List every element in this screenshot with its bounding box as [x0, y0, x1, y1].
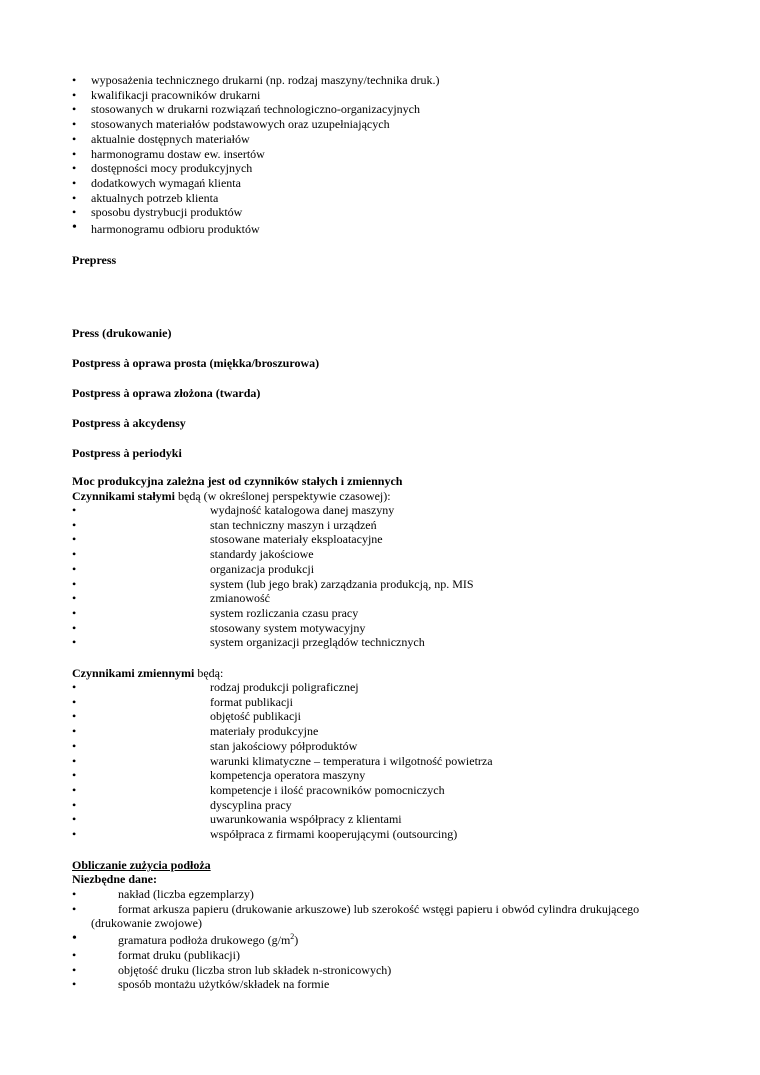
list-item-text: współpraca z firmami kooperującymi (outsourcing)	[210, 827, 458, 842]
heading-postpress-soft: Postpress à oprawa prosta (miękka/broszurowa)	[72, 356, 320, 370]
list-item-text: stan jakościowy półproduktów	[210, 738, 358, 753]
list-item	[0, 73, 760, 88]
bullet-icon: •	[72, 768, 77, 783]
bullet-icon: •	[72, 931, 77, 947]
list-item	[0, 147, 760, 162]
list-item-text: aktualnych potrzeb klienta	[91, 190, 219, 205]
factors-list	[0, 73, 760, 237]
list-item	[0, 532, 760, 547]
bullet-icon: •	[72, 205, 77, 220]
list-item	[0, 222, 760, 237]
list-item	[0, 695, 760, 710]
bullet-icon: •	[72, 87, 77, 102]
heading-obliczanie: Obliczanie zużycia podłoża	[72, 858, 211, 872]
bullet-icon: •	[72, 680, 77, 694]
list-item-text: aktualnie dostępnych materiałów	[91, 131, 250, 146]
bullet-icon: •	[72, 797, 77, 812]
bullet-icon: •	[72, 605, 77, 620]
list-item-text: system rozliczania czasu pracy	[210, 605, 359, 620]
superscript-2: 2	[290, 932, 295, 942]
bullet-icon: •	[72, 561, 77, 576]
heading-czynniki-zmienne	[72, 666, 223, 681]
list-item	[0, 176, 760, 191]
gramatura-text: gramatura podłoża drukowego (g/m	[118, 933, 291, 948]
list-item-text: kompetencja operatora maszyny	[210, 768, 366, 783]
list-item-text: format publikacji	[210, 694, 293, 709]
bullet-icon: •	[72, 694, 77, 709]
list-item	[0, 547, 760, 562]
czynniki-zmienne-bold: Czynnikami zmiennymi	[72, 666, 195, 680]
list-item	[0, 739, 760, 754]
bullet-icon: •	[72, 591, 77, 606]
heading-press: Press (drukowanie)	[72, 326, 172, 340]
list-item-text: system (lub jego brak) zarządzania produkcją, np. MIS	[210, 576, 474, 591]
list-item	[0, 977, 760, 992]
list-item	[0, 577, 760, 592]
bullet-icon: •	[72, 102, 77, 117]
list-item-text: stan techniczny maszyn i urządzeń	[210, 517, 377, 532]
list-item	[0, 812, 760, 827]
bullet-icon: •	[72, 517, 77, 532]
list-item	[0, 591, 760, 606]
bullet-icon: •	[72, 635, 77, 650]
bullet-icon: •	[72, 547, 77, 562]
required-data-list	[0, 887, 760, 992]
list-item	[0, 827, 760, 842]
variable-factors-list	[0, 680, 760, 842]
list-item	[0, 161, 760, 176]
bullet-icon: •	[72, 190, 77, 205]
bullet-icon: •	[72, 782, 77, 797]
list-item	[0, 963, 760, 978]
list-item-text: organizacja produkcji	[210, 561, 315, 576]
bullet-icon: •	[72, 709, 77, 724]
bullet-icon: •	[72, 131, 77, 146]
czynniki-stale-bold: Czynnikami stałymi	[72, 489, 176, 503]
list-item-text: objętość publikacji	[210, 709, 301, 724]
list-item	[0, 503, 760, 518]
list-item-text: sposób montażu użytków/składek na formie	[118, 977, 330, 992]
heading-prepress: Prepress	[72, 253, 117, 267]
list-item	[0, 191, 760, 206]
list-item	[0, 709, 760, 724]
list-item	[0, 88, 760, 103]
list-item-text: sposobu dystrybucji produktów	[91, 205, 243, 220]
list-item-text: system organizacji przeglądów technicznych	[210, 635, 425, 650]
bullet-icon: •	[72, 117, 77, 132]
list-item-text: dostępności mocy produkcyjnych	[91, 161, 253, 176]
list-item	[0, 621, 760, 636]
list-item	[0, 768, 760, 783]
list-item	[0, 933, 760, 948]
list-item	[0, 887, 760, 902]
list-item-text: uwarunkowania współpracy z klientami	[210, 812, 402, 827]
list-item	[0, 798, 760, 813]
list-item	[0, 518, 760, 533]
bullet-icon: •	[72, 503, 77, 517]
list-item-line-1: format arkusza papieru (drukowanie arkuszowe) lub szerokość wstęgi papieru i obwód cylindra drukującego	[118, 901, 640, 916]
list-item-text: format druku (publikacji)	[118, 947, 240, 962]
list-item-text: wyposażenia technicznego drukarni (np. rodzaj maszyny/technika druk.)	[91, 73, 440, 87]
list-item-text: kompetencje i ilość pracowników pomocniczych	[210, 782, 445, 797]
bullet-icon: •	[72, 962, 77, 977]
bullet-icon: •	[72, 887, 77, 901]
list-item-text	[0, 933, 760, 948]
bullet-icon: •	[72, 175, 77, 190]
bullet-icon: •	[72, 220, 77, 236]
bullet-icon: •	[72, 532, 77, 547]
bullet-icon: •	[72, 620, 77, 635]
list-item-text: zmianowość	[210, 591, 270, 606]
heading-czynniki-stale	[72, 489, 391, 504]
list-item-text: rodzaj produkcji poligraficznej	[210, 680, 359, 694]
list-item-text: nakład (liczba egzemplarzy)	[118, 887, 254, 901]
list-item-text: dodatkowych wymagań klienta	[91, 175, 241, 190]
bullet-icon: •	[72, 73, 77, 87]
list-item	[0, 948, 760, 963]
list-item	[0, 205, 760, 220]
bullet-icon: •	[72, 901, 77, 916]
czynniki-stale-rest: będą (w określonej perspektywie czasowej):	[175, 489, 391, 503]
list-item	[0, 754, 760, 769]
bullet-icon: •	[72, 753, 77, 768]
list-item-text: warunki klimatyczne – temperatura i wilgotność powietrza	[210, 753, 493, 768]
heading-niezbedne-dane: Niezbędne dane:	[72, 872, 157, 886]
list-item	[0, 783, 760, 798]
fixed-factors-list	[0, 503, 760, 650]
list-item	[0, 132, 760, 147]
bullet-icon: •	[72, 146, 77, 161]
heading-postpress-hard: Postpress à oprawa złożona (twarda)	[72, 386, 261, 400]
heading-postpress-akcydensy: Postpress à akcydensy	[72, 416, 186, 430]
bullet-icon: •	[72, 947, 77, 962]
list-item-text: stosowane materiały eksploatacyjne	[210, 532, 383, 547]
list-item-text: stosowanych materiałów podstawowych oraz uzupełniających	[91, 117, 390, 132]
bullet-icon: •	[72, 977, 77, 992]
list-item-text: harmonogramu dostaw ew. insertów	[91, 146, 265, 161]
bullet-icon: •	[72, 161, 77, 176]
bullet-icon: •	[72, 724, 77, 739]
list-item-text: kwalifikacji pracowników drukarni	[91, 87, 261, 102]
bullet-icon: •	[72, 576, 77, 591]
gramatura-close: )	[294, 933, 299, 948]
list-item-text: standardy jakościowe	[210, 547, 314, 562]
list-item-line-2: (drukowanie zwojowe)	[91, 916, 202, 931]
list-item-text: stosowanych w drukarni rozwiązań technologiczno-organizacyjnych	[91, 102, 420, 117]
heading-postpress-periodyki: Postpress à periodyki	[72, 446, 182, 460]
list-item	[0, 562, 760, 577]
czynniki-zmienne-rest: będą:	[194, 666, 224, 680]
list-item	[0, 902, 760, 931]
bullet-icon: •	[72, 812, 77, 827]
list-item	[0, 102, 760, 117]
list-item	[0, 680, 760, 695]
list-item-text: stosowany system motywacyjny	[210, 620, 366, 635]
list-item	[0, 606, 760, 621]
list-item-text: dyscyplina pracy	[210, 797, 292, 812]
list-item	[0, 117, 760, 132]
list-item	[0, 724, 760, 739]
list-item-text: harmonogramu odbioru produktów	[91, 222, 260, 237]
heading-moc-produkcyjna: Moc produkcyjna zależna jest od czynników stałych i zmiennych	[72, 474, 403, 488]
list-item-text: objętość druku (liczba stron lub składek n-stronicowych)	[118, 962, 392, 977]
list-item-text: materiały produkcyjne	[210, 724, 319, 739]
list-item-text	[0, 902, 760, 931]
list-item	[0, 635, 760, 650]
list-item-text: wydajność katalogowa danej maszyny	[210, 503, 395, 517]
bullet-icon: •	[72, 738, 77, 753]
bullet-icon: •	[72, 827, 77, 842]
